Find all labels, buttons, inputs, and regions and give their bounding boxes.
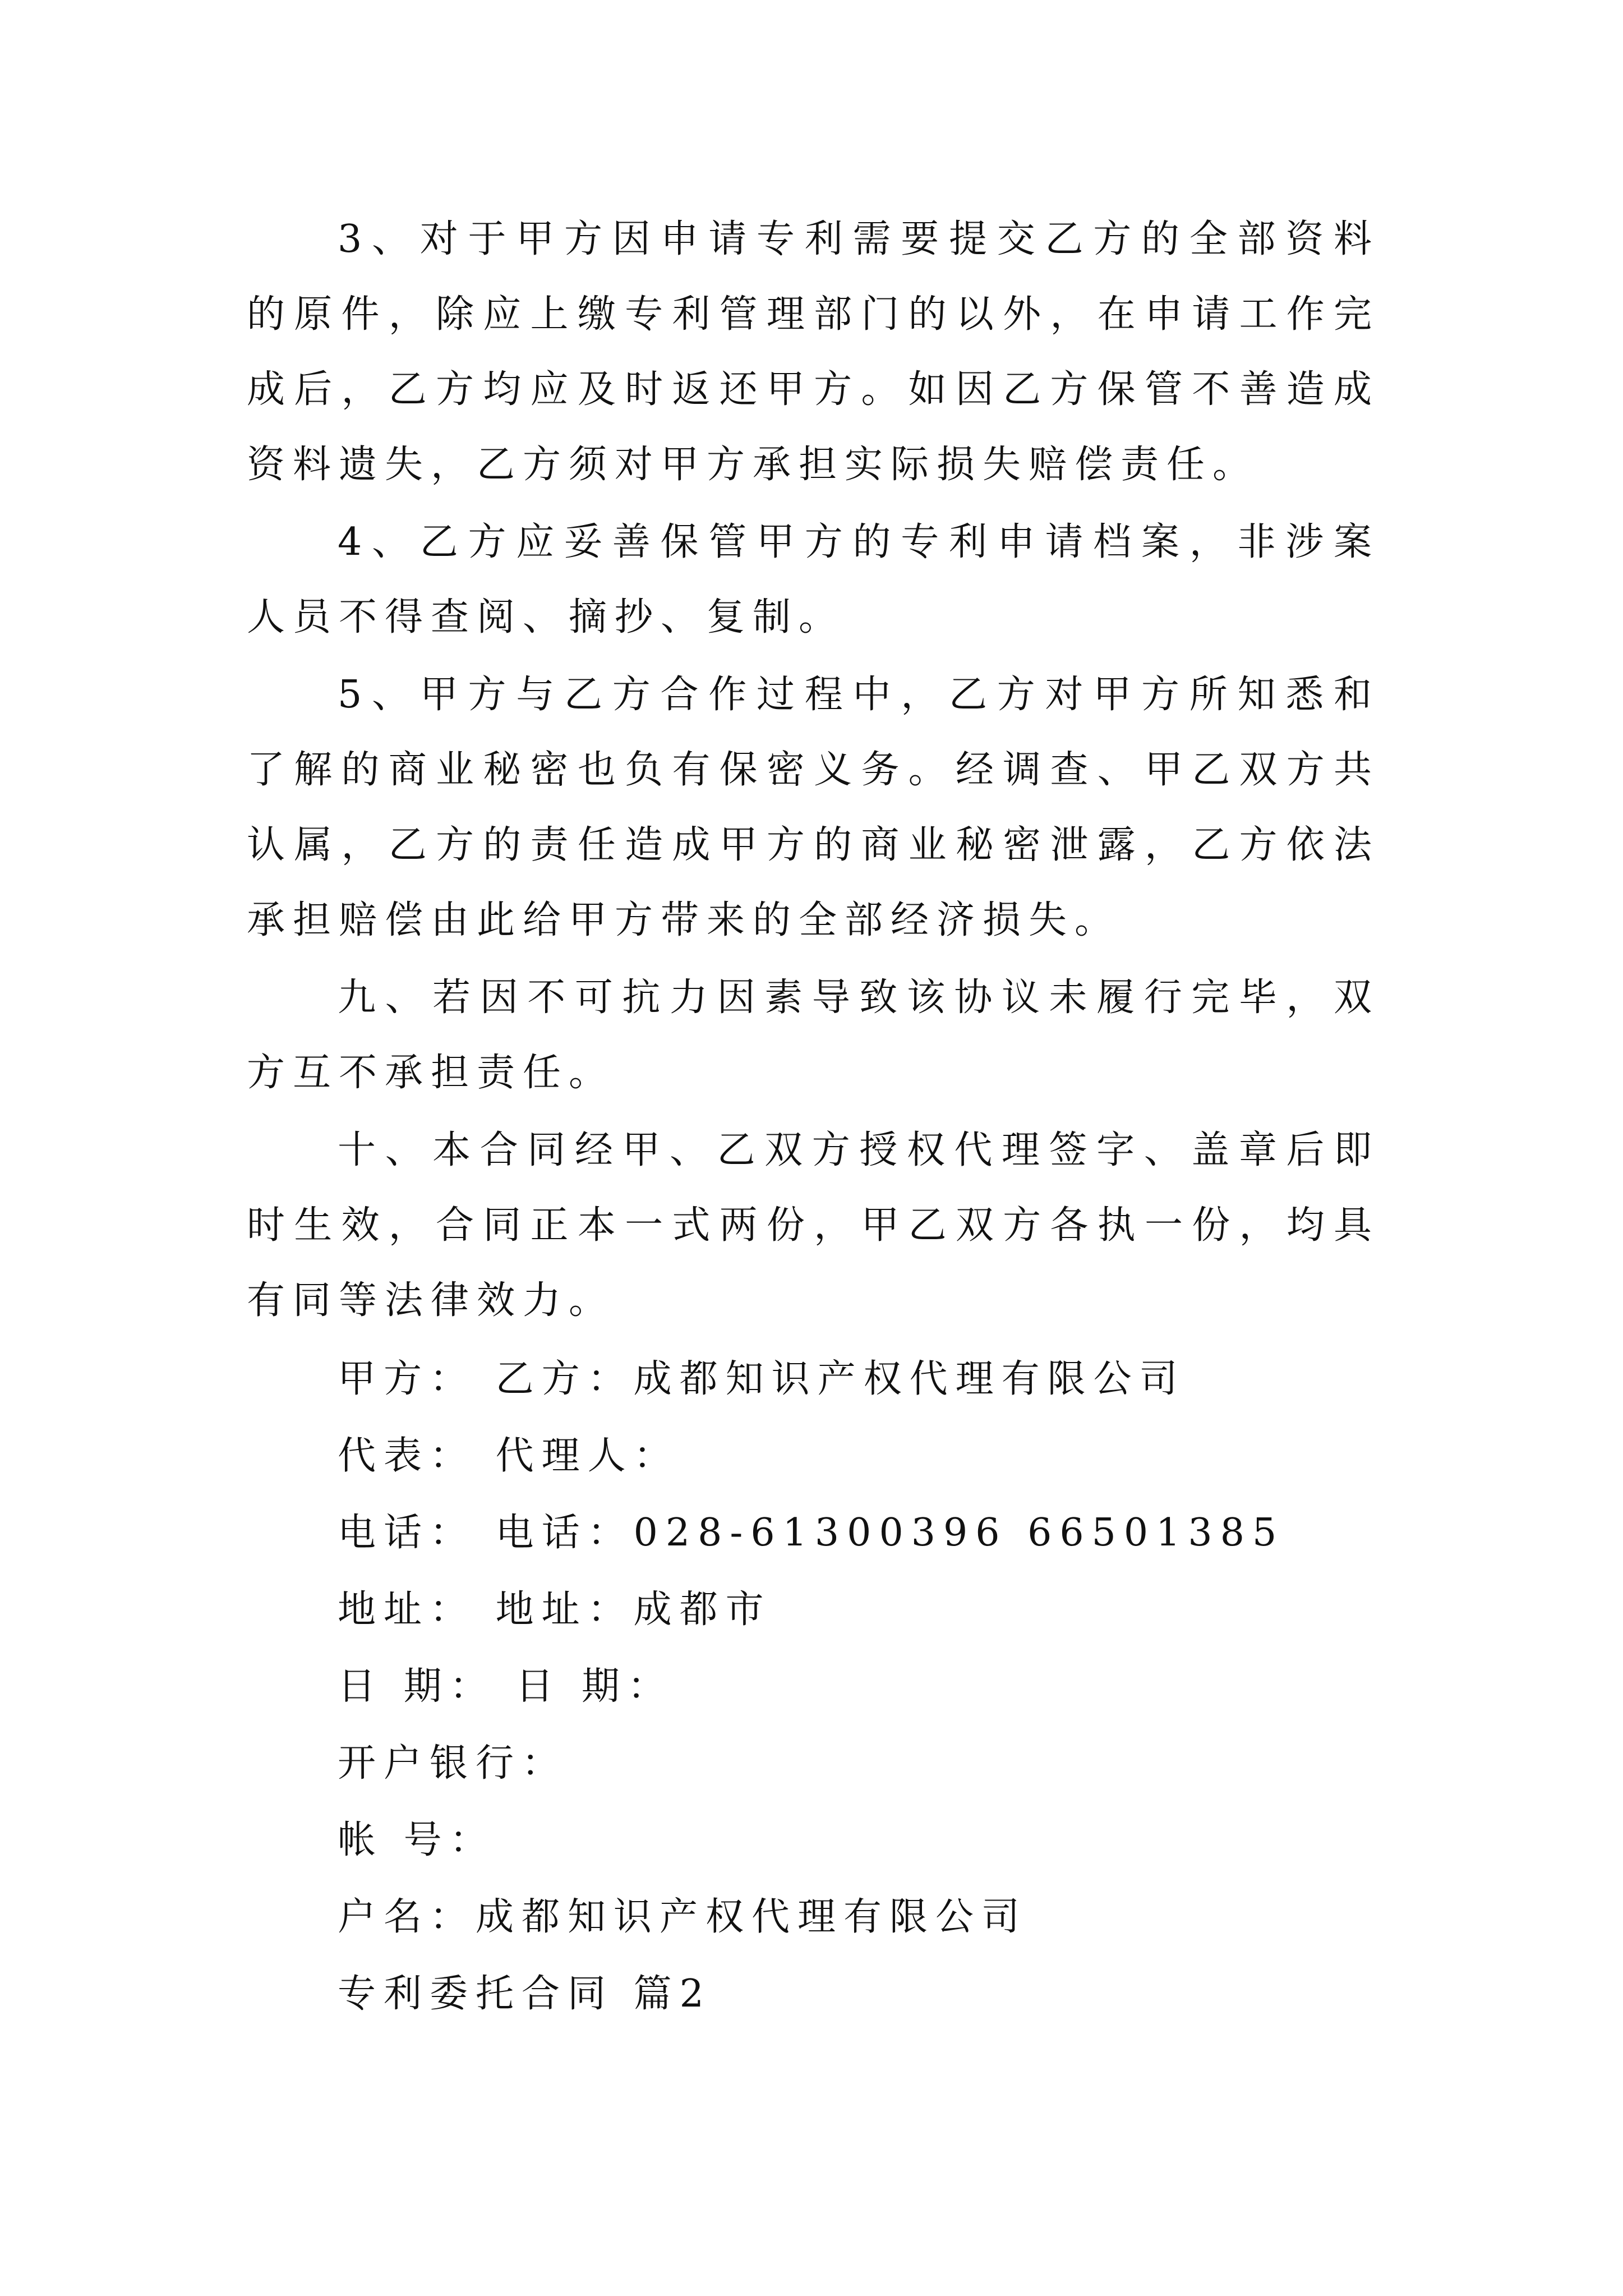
document-body [247,202,1380,2032]
representative-line: 代表： 代理人： [338,1434,680,1478]
clause-nine-paragraph: 九、若因不可抗力因素导致该协议未履行完毕，双方互不承担责任。 [247,976,1380,1095]
signature-block [247,1341,1380,2032]
party-line: 甲方： 乙方：成都知识产权代理有限公司 [338,1357,1186,1401]
next-section-title: 专利委托合同 篇2 [338,1972,712,2016]
clause-5-paragraph: 5、甲方与乙方合作过程中，乙方对甲方所知悉和了解的商业秘密也负有保密义务。经调查、甲乙双方共认属，乙方的责任造成甲方的商业秘密泄露，乙方依法承担赔偿由此给甲方带来的全部经济损失。 [247,673,1380,942]
date-line: 日 期： 日 期： [338,1664,674,1709]
bank-line: 开户银行： [338,1741,568,1786]
clause-ten-paragraph: 十、本合同经甲、乙双方授权代理签字、盖章后即时生效，合同正本一式两份，甲乙双方各执一份，均具有同等法律效力。 [247,1128,1380,1323]
phone-line: 电话： 电话：028-61300396 66501385 [338,1511,1285,1555]
clause-4-paragraph: 4、乙方应妥善保管甲方的专利申请档案，非涉案人员不得查阅、摘抄、复制。 [247,520,1380,639]
account-number-line: 帐 号： [338,1818,496,1862]
clause-3-paragraph: 3、对于甲方因申请专利需要提交乙方的全部资料的原件，除应上缴专利管理部门的以外，在申请工作完成后，乙方均应及时返还甲方。如因乙方保管不善造成资料遗失，乙方须对甲方承担实际损失赔偿责任。 [247,217,1380,487]
address-line: 地址： 地址：成都市 [338,1588,772,1632]
account-name-line: 户名：成都知识产权代理有限公司 [338,1895,1028,1939]
